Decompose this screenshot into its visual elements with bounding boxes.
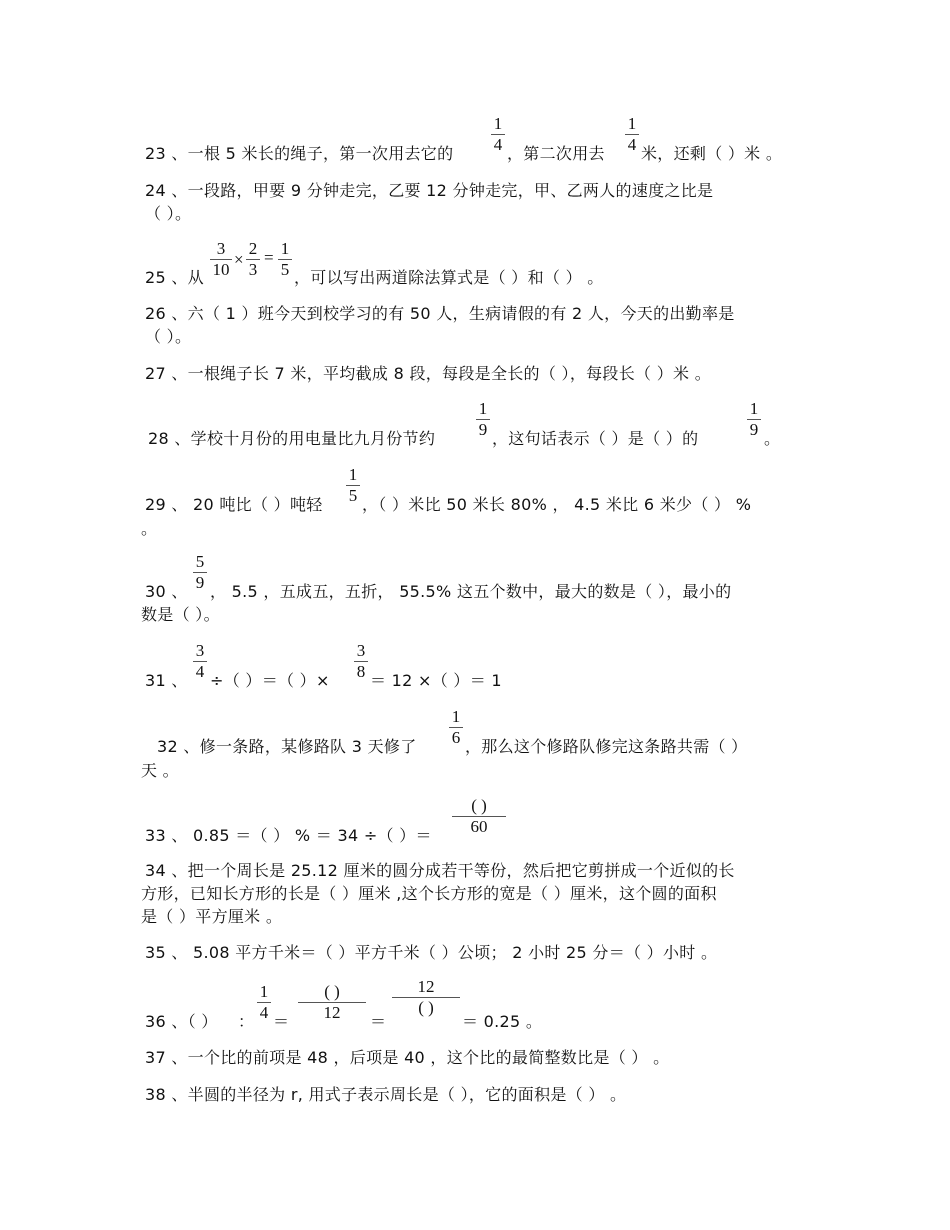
q34-text-a: 34 、把一个周长是 25.12 厘米的圆分成若干等份，然后把它剪拼成一个近似的长	[145, 861, 735, 880]
q36-text-a: 36 、（ ）	[145, 1012, 218, 1031]
q33-text-a: 33 、 0.85 ＝（ ） % ＝ 34 ÷（ ）＝	[145, 826, 432, 845]
q26-text-b: （ ）。	[145, 327, 192, 346]
q38-text-a: 38 、半圆的半径为 r, 用式子表示周长是（ ），它的面积是（ ） 。	[145, 1085, 627, 1104]
q25-text-a: 25 、从	[145, 268, 204, 287]
q24-text-b: （ ）。	[145, 204, 192, 223]
q36-text-tail: ＝ 0.25 。	[462, 1012, 543, 1031]
q23-fraction-2: 1 4	[625, 115, 639, 154]
q29-text-c: 。	[141, 519, 158, 538]
q23-fraction-1: 1 4	[491, 115, 505, 154]
q25-fraction-1: 3 10	[210, 240, 232, 279]
q31-text-b: ÷（ ）＝（ ）×	[210, 671, 330, 690]
q36-equals-2: ＝	[370, 1012, 387, 1031]
q28-text-c: 。	[764, 429, 781, 448]
q35-text-a: 35 、 5.08 平方千米＝（ ）平方千米（ ）公顷； 2 小时 25 分＝（ ）小时 。	[145, 943, 718, 962]
q25-equals: =	[264, 248, 274, 267]
q26-text-a: 26 、六（ 1 ）班今天到校学习的有 50 人，生病请假的有 2 人，今天的出勤率是	[145, 304, 735, 323]
q29-text-b: ，（ ）米比 50 米长 80% ， 4.5 米比 6 米少（ ） %	[362, 495, 752, 514]
q30-text-b: ， 5.5 ，五成五，五折， 55.5% 这五个数中，最大的数是（ ），最小的	[210, 582, 732, 601]
q37-text-a: 37 、一个比的前项是 48 ，后项是 40 ，这个比的最简整数比是（ ） 。	[145, 1048, 670, 1067]
q28-text-a: 28 、学校十月份的用电量比九月份节约	[148, 429, 436, 448]
q29-text-a: 29 、 20 吨比（ ）吨轻	[145, 495, 323, 514]
q30-text-c: 数是（ ）。	[141, 605, 220, 624]
q25-fraction-2: 2 3	[246, 240, 260, 279]
q31-text-a: 31 、	[145, 671, 188, 690]
q36-equals-1: ＝	[273, 1012, 290, 1031]
q25-text-b: ，可以写出两道除法算式是（ ）和（ ） 。	[294, 268, 604, 287]
q36-fraction-3: 12 ( )	[392, 978, 460, 1017]
q28-fraction-1: 1 9	[476, 400, 490, 439]
q30-text-a: 30 、	[145, 582, 188, 601]
q24-text-a: 24 、一段路，甲要 9 分钟走完，乙要 12 分钟走完，甲、乙两人的速度之比是	[145, 181, 714, 200]
q23-text-b: ，第二次用去	[507, 144, 605, 163]
q23-text-c: 米，还剩（ ）米 。	[641, 144, 783, 163]
q36-fraction-1: 1 4	[257, 983, 271, 1022]
q33-fraction-1: ( ) 60	[452, 797, 506, 836]
q31-text-c: ＝ 12 ×（ ）＝ 1	[370, 671, 502, 690]
q25-times: ×	[234, 250, 244, 269]
q23-text-a: 23 、一根 5 米长的绳子，第一次用去它的	[145, 144, 454, 163]
q30-fraction-1: 5 9	[193, 553, 207, 592]
q25-fraction-3: 1 5	[278, 240, 292, 279]
q32-text-b: ，那么这个修路队修完这条路共需（ ）	[465, 737, 748, 756]
q31-fraction-1: 3 4	[193, 642, 207, 681]
q28-text-b: ，这句话表示（ ）是（ ）的	[492, 429, 699, 448]
q36-fraction-2: ( ) 12	[298, 983, 366, 1022]
q36-colon: ：	[238, 1012, 255, 1031]
q34-text-c: 是（ ）平方厘米 。	[141, 907, 283, 926]
q28-fraction-2: 1 9	[747, 400, 761, 439]
q29-fraction-1: 1 5	[346, 466, 360, 505]
q31-fraction-2: 3 8	[354, 642, 368, 681]
q32-fraction-1: 1 6	[449, 708, 463, 747]
q27-text-a: 27 、一根绳子长 7 米，平均截成 8 段，每段是全长的（ ），每段长（ ）米 。	[145, 364, 712, 383]
q32-text-a: 32 、修一条路，某修路队 3 天修了	[157, 737, 417, 756]
q32-text-c: 天 。	[141, 761, 179, 780]
q34-text-b: 方形，已知长方形的长是（ ）厘米 ,这个长方形的宽是（ ）厘米，这个圆的面积	[141, 884, 717, 903]
